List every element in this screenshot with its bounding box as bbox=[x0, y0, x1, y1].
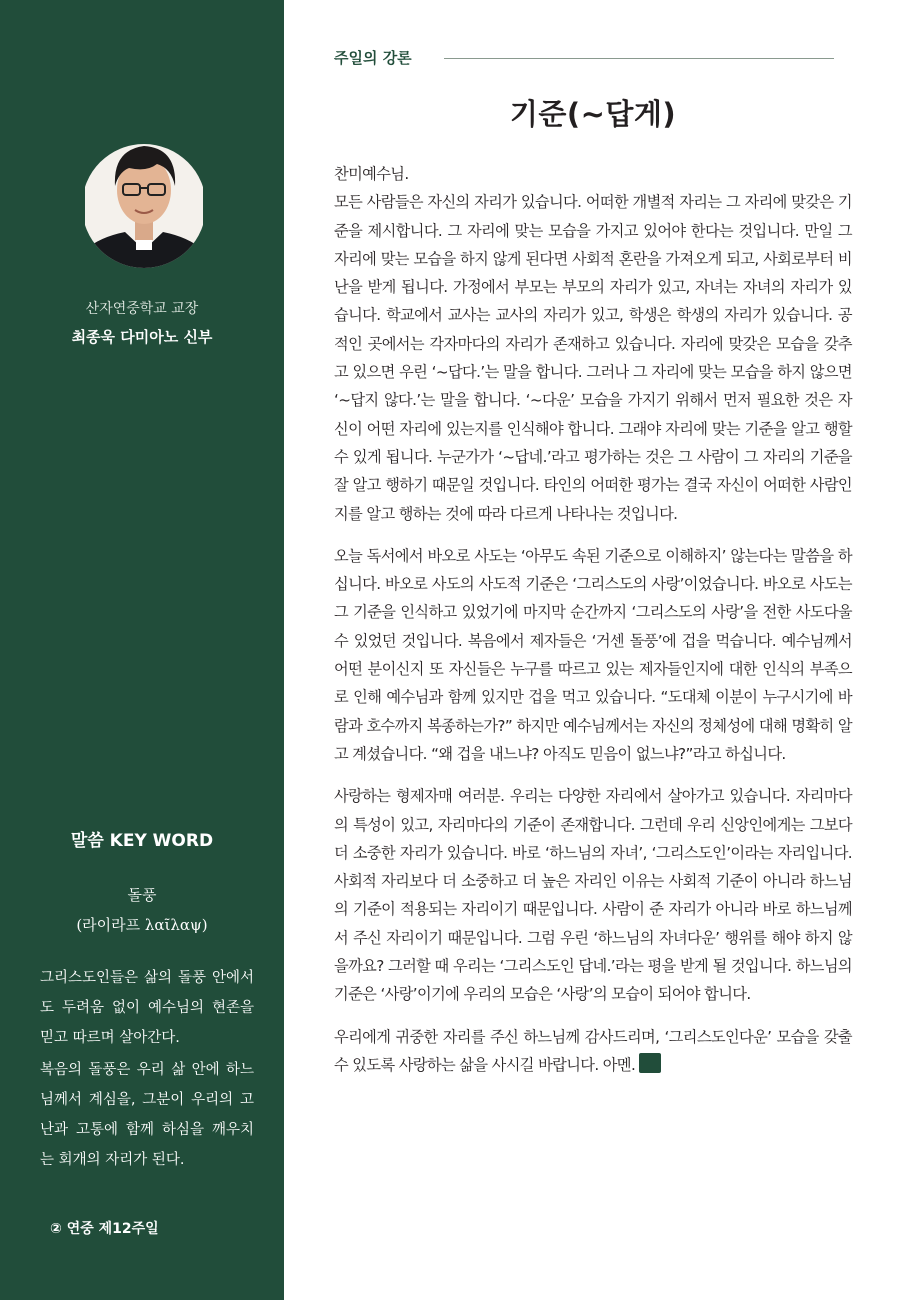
article-paragraph: 찬미예수님. bbox=[334, 165, 409, 183]
article-title: 기준(~답게) bbox=[509, 97, 677, 131]
closing-text: 우리에게 귀중한 자리를 주신 하느님께 감사드리며, ‘그리스도인다운’ 모습을 갖출 수 있도록 사랑하는 삶을 사시길 바랍니다. 아멘. bbox=[334, 1027, 852, 1074]
keyword-term: 돌풍 bbox=[127, 886, 157, 904]
article-paragraph: 모든 사람들은 자신의 자리가 있습니다. 어떠한 개별적 자리는 그 자리에 맞갖은 기준을 제시합니다. 그 자리에 맞는 모습을 가지고 있어야 한다는 것입니다. 만일 그 자리에 맞는 모습을 하지 않게 된다면 사회적 혼란을 가져오게 되고, 사회로부터 비난을 받게 됩니다. 가정에서 부모는 부모의 자리가 있고, 자녀는 자녀의 자리가 있습니다. 학교에서 교사는 교사의 자리가 있고, 학생은 학생의 자리가 있습니다. 공적인 곳에서는 각자마다의 자리가 존재하고 있습니다. 자리에 맞갖은 모습을 갖추고 있으면 우린 ‘~답다.’는 말을 합니다. 그러나 그 자리에 맞는 모습을 하지 않으면 ‘~답지 않다.’는 말을 합니다. ‘~다운’ 모습을 가지기 위해서 먼저 필요한 것은 자신이 어떤 자리에 있는지를 인식해야 합니다. 그래야 자리에 맞는 기준을 알고 행할 수 있게 됩니다. 누군가가 ‘~답네.’라고 평가하는 것은 그 사람이 그 자리의 기준을 잘 알고 행하기 때문일 것입니다. 타인의 어떠한 평가는 결국 자신이 어떠한 사람인지를 알고 행하는 것에 따라 다르게 나타나는 것입니다. bbox=[334, 193, 852, 523]
seal-icon bbox=[639, 1053, 661, 1073]
author-photo bbox=[85, 120, 203, 276]
sidebar bbox=[0, 0, 284, 1300]
page-label: ② 연중 제12주일 bbox=[50, 1221, 159, 1237]
author-title: 산자연중학교 교장 bbox=[85, 301, 199, 317]
author-name: 최종욱 다미아노 신부 bbox=[71, 328, 213, 346]
keyword-original: (라이라프 λαῖλαψ) bbox=[76, 916, 208, 934]
keyword-heading: 말씀 KEY WORD bbox=[70, 831, 214, 851]
closing-paragraph bbox=[334, 1023, 852, 1080]
section-label: 주일의 강론 bbox=[334, 49, 412, 67]
article-paragraph: 사랑하는 형제자매 여러분. 우리는 다양한 자리에서 살아가고 있습니다. 자리마다의 특성이 있고, 자리마다의 기준이 존재합니다. 그런데 우리 신앙인에게는 그보다 더 소중한 자리가 있습니다. 바로 ‘하느님의 자녀’, ‘그리스도인’이라는 자리입니다. 사회적 자리보다 더 소중하고 더 높은 자리인 이유는 사회적 기준이 아니라 하느님의 기준이 적용되는 자리이기 때문입니다. 사람이 준 자리가 아니라 바로 하느님께서 주신 자리이기 때문입니다. 그럼 우린 ‘하느님의 자녀다운’ 행위를 해야 하지 않을까요? 그러할 때 우리는 ‘그리스도인 답네.’라는 평을 받게 될 것입니다. 하느님의 기준은 ‘사랑’이기에 우리의 모습은 ‘사랑’의 모습이 되어야 합니다. bbox=[334, 787, 852, 1004]
section-divider bbox=[444, 58, 834, 59]
keyword-paragraph: 복음의 돌풍은 우리 삶 안에 하느님께서 계심을, 그분이 우리의 고난과 고통에 함께 하심을 깨우치는 회개의 자리가 된다. bbox=[40, 1062, 254, 1168]
article-body bbox=[334, 160, 852, 1079]
article-paragraph: 오늘 독서에서 바오로 사도는 ‘아무도 속된 기준으로 이해하지’ 않는다는 말씀을 하십니다. 바오로 사도의 사도적 기준은 ‘그리스도의 사랑’이었습니다. 바오로 사도는 그 기준을 인식하고 있었기에 마지막 순간까지 ‘그리스도의 사랑’을 전한 사도다울 수 있었던 것입니다. 복음에서 제자들은 ‘거센 돌풍’에 겁을 먹습니다. 예수님께서 어떤 분이신지 또 자신들은 누구를 따르고 있는 제자들인지에 대한 인식의 부족으로 인해 예수님과 함께 있지만 겁을 먹고 있습니다. “도대체 이분이 누구시기에 바람과 호수까지 복종하는가?” 하지만 예수님께서는 자신의 정체성에 대해 명확히 알고 계셨습니다. “왜 겁을 내느냐? 아직도 믿음이 없느냐?”라고 하십니다. bbox=[334, 546, 852, 763]
keyword-paragraph: 그리스도인들은 삶의 돌풍 안에서도 두려움 없이 예수님의 현존을 믿고 따르며 살아간다. bbox=[40, 970, 254, 1046]
